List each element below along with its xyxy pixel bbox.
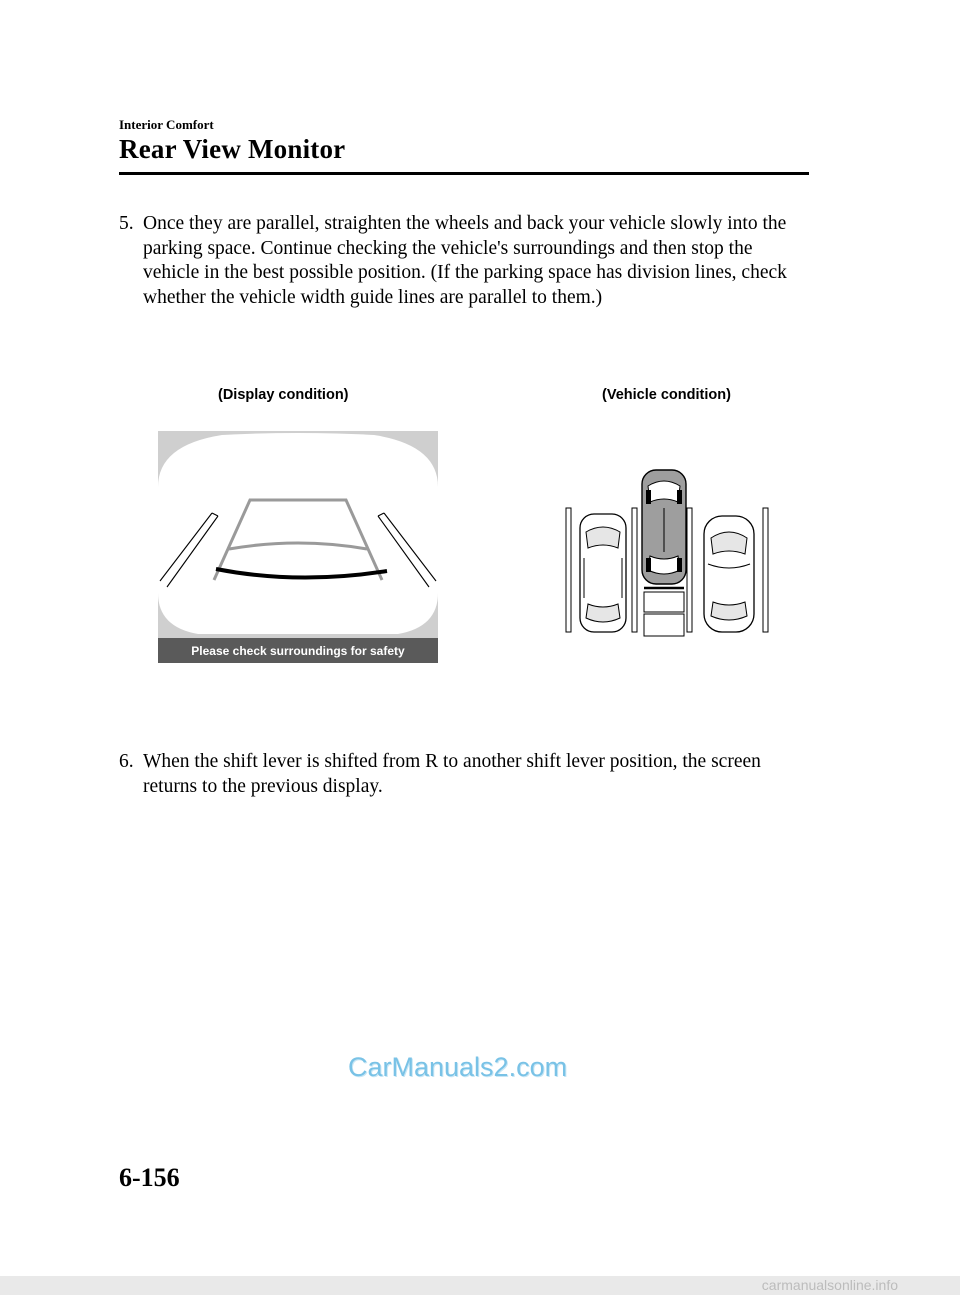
step-5: [119, 212, 809, 310]
step-number: 6.: [119, 751, 134, 772]
section-label: Interior Comfort: [119, 117, 214, 132]
vehicle-caption: (Vehicle condition): [602, 387, 731, 403]
step-6: [119, 750, 809, 799]
watermark: CarManuals2.com: [348, 1052, 568, 1082]
footer-watermark: [0, 1276, 960, 1295]
rear-camera-display: [158, 431, 438, 663]
title-rule: [119, 172, 809, 175]
step-text: When the shift lever is shifted from R to another shift lever position, the screen returns to the previous display.: [143, 751, 761, 797]
footer-watermark-text: carmanualsonline.info: [761, 1277, 898, 1293]
display-caption: (Display condition): [218, 387, 349, 403]
page-title: Rear View Monitor: [119, 134, 346, 164]
screen-message: Please check surroundings for safety: [191, 644, 405, 658]
page-number: 6-156: [119, 1163, 180, 1192]
step-number: 5.: [119, 213, 134, 234]
right-parked-car: [704, 516, 754, 632]
reversing-car: [642, 470, 686, 584]
parking-diagram: [560, 468, 774, 638]
step-text: Once they are parallel, straighten the wheels and back your vehicle slowly into the parking space. Continue checking the vehicle's surroundings and then stop the vehicle in the best possible position. (If the parking space has division lines, check whether the vehicle width guide lines are parallel to them.): [143, 213, 787, 308]
left-parked-car: [580, 514, 626, 632]
